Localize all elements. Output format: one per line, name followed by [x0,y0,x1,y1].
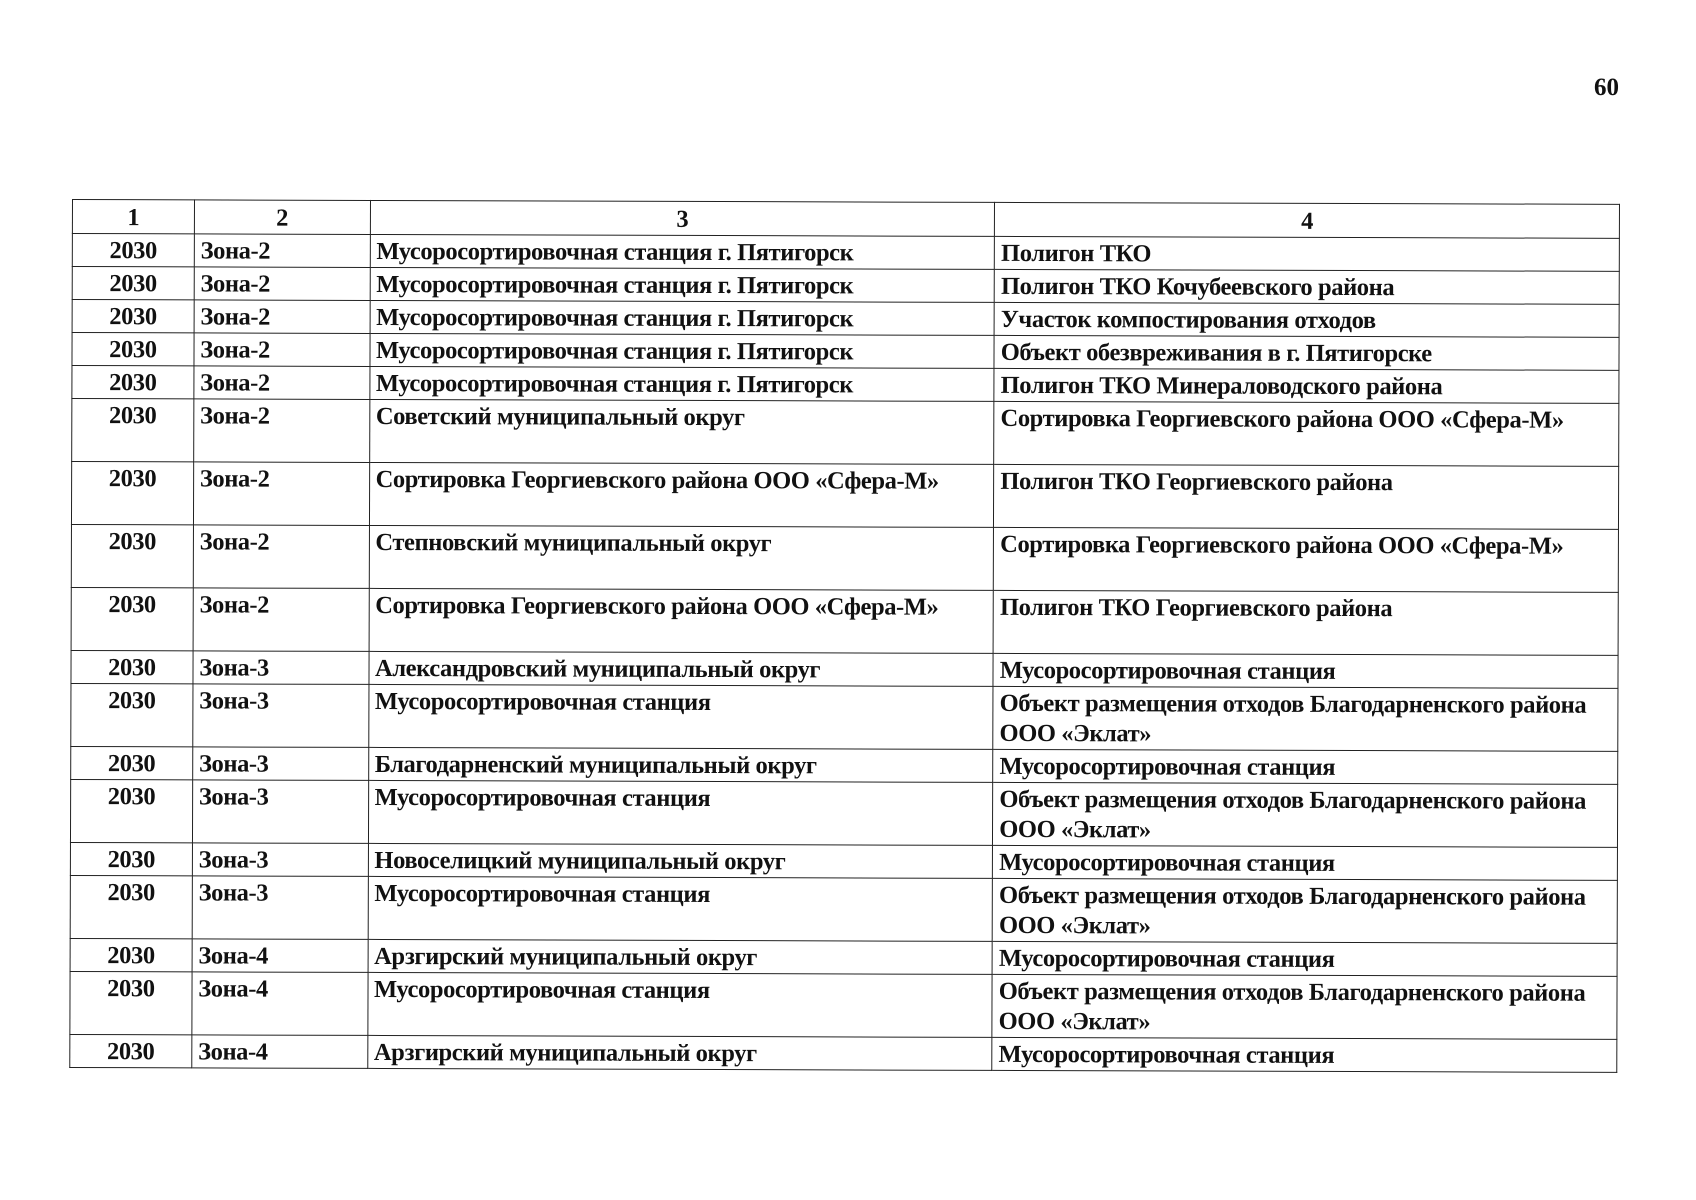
table-row [70,779,1617,847]
destination-cell: Объект размещения отходов Благодарненского района ООО «Эклат» [992,878,1617,943]
zone-cell: Зона-3 [192,843,368,877]
zone-cell: Зона-2 [194,333,370,367]
zone-cell: Зона-2 [194,267,370,301]
destination-cell: Объект обезвреживания в г. Пятигорске [994,335,1619,370]
source-cell: Сортировка Георгиевского района ООО «Сфера-М» [369,462,994,527]
table-row [72,234,1619,272]
destination-cell: Участок компостирования отходов [994,302,1619,337]
zone-cell: Зона-2 [194,234,370,268]
table-row [70,971,1617,1039]
destination-cell: Полигон ТКО Минераловодского района [994,368,1619,403]
year-cell: 2030 [70,842,192,875]
table-row [71,650,1618,688]
zone-cell: Зона-3 [192,747,368,781]
destination-cell: Мусоросортировочная станция [992,941,1617,976]
zone-cell: Зона-3 [193,651,369,685]
zone-cell: Зона-4 [192,939,368,973]
year-cell: 2030 [71,587,193,650]
destination-cell: Мусоросортировочная станция [993,653,1618,688]
source-cell: Новоселицкий муниципальный округ [368,843,993,878]
source-cell: Александровский муниципальный округ [369,651,994,686]
destination-cell: Полигон ТКО Георгиевского района [993,590,1618,655]
source-cell: Мусоросортировочная станция г. Пятигорск [369,366,994,401]
destination-cell: Объект размещения отходов Благодарненского района ООО «Эклат» [993,782,1618,847]
year-cell: 2030 [70,875,192,938]
table-body [70,234,1620,1073]
year-cell: 2030 [72,333,194,366]
source-cell: Мусоросортировочная станция г. Пятигорск [370,234,995,269]
year-cell: 2030 [72,366,194,399]
table-header-row [72,200,1619,239]
column-header-3: 3 [370,200,995,236]
table-row [70,842,1617,880]
year-cell: 2030 [71,524,193,587]
source-cell: Степновский муниципальный округ [369,525,994,590]
year-cell: 2030 [72,234,194,267]
table-row [71,524,1618,592]
zone-cell: Зона-2 [194,366,370,400]
source-cell: Мусоросортировочная станция [367,972,992,1037]
destination-cell: Сортировка Георгиевского района ООО «Сфера-М» [994,401,1619,466]
source-cell: Советский муниципальный округ [369,399,994,464]
zone-cell: Зона-2 [193,525,369,589]
source-cell: Мусоросортировочная станция [368,780,993,845]
year-cell: 2030 [71,650,193,683]
zone-cell: Зона-2 [194,300,370,334]
destination-cell: Объект размещения отходов Благодарненского района ООО «Эклат» [993,686,1618,751]
source-cell: Мусоросортировочная станция [368,876,993,941]
year-cell: 2030 [70,779,192,842]
year-cell: 2030 [71,683,193,746]
table-row [72,366,1619,404]
source-cell: Мусоросортировочная станция [368,684,993,749]
year-cell: 2030 [70,971,192,1034]
source-cell: Арзгирский муниципальный округ [368,939,993,974]
destination-cell: Полигон ТКО [995,236,1620,271]
year-cell: 2030 [72,300,194,333]
year-cell: 2030 [71,462,193,525]
zone-cell: Зона-4 [192,972,368,1036]
year-cell: 2030 [72,267,194,300]
source-cell: Благодарненский муниципальный округ [368,747,993,782]
table-row [72,333,1619,371]
destination-cell: Полигон ТКО Кочубеевского района [994,269,1619,304]
zone-cell: Зона-3 [192,876,368,940]
column-header-2: 2 [194,200,370,235]
destination-cell: Объект размещения отходов Благодарненского района ООО «Эклат» [992,974,1617,1039]
table-row [71,683,1618,751]
column-header-1: 1 [72,200,194,234]
zone-cell: Зона-2 [193,399,369,463]
table-row [72,300,1619,338]
zone-cell: Зона-2 [193,588,369,652]
year-cell: 2030 [71,746,193,779]
year-cell: 2030 [70,938,192,971]
destination-cell: Сортировка Георгиевского района ООО «Сфера-М» [994,527,1619,592]
source-cell: Арзгирский муниципальный округ [367,1035,992,1070]
table-row [71,587,1618,655]
year-cell: 2030 [70,1034,192,1067]
table-row [70,938,1617,976]
table-row [72,267,1619,305]
zone-cell: Зона-4 [192,1035,368,1069]
page-number: 60 [1594,74,1619,101]
zone-cell: Зона-3 [192,780,368,844]
column-header-4: 4 [995,202,1620,238]
destination-cell: Полигон ТКО Георгиевского района [994,464,1619,529]
source-cell: Сортировка Георгиевского района ООО «Сфера-М» [369,588,994,653]
table-row [70,1034,1617,1072]
source-cell: Мусоросортировочная станция г. Пятигорск [370,267,995,302]
destination-cell: Мусоросортировочная станция [992,1037,1617,1072]
destination-cell: Мусоросортировочная станция [993,845,1618,880]
destination-cell: Мусоросортировочная станция [993,749,1618,784]
source-cell: Мусоросортировочная станция г. Пятигорск [370,300,995,335]
zone-cell: Зона-3 [193,684,369,748]
table-row [72,399,1619,467]
zone-cell: Зона-2 [193,462,369,526]
year-cell: 2030 [72,399,194,462]
table-row [71,746,1618,784]
table-row [70,875,1617,943]
source-cell: Мусоросортировочная станция г. Пятигорск [370,333,995,368]
table-row [71,462,1618,530]
data-table [69,199,1620,1073]
